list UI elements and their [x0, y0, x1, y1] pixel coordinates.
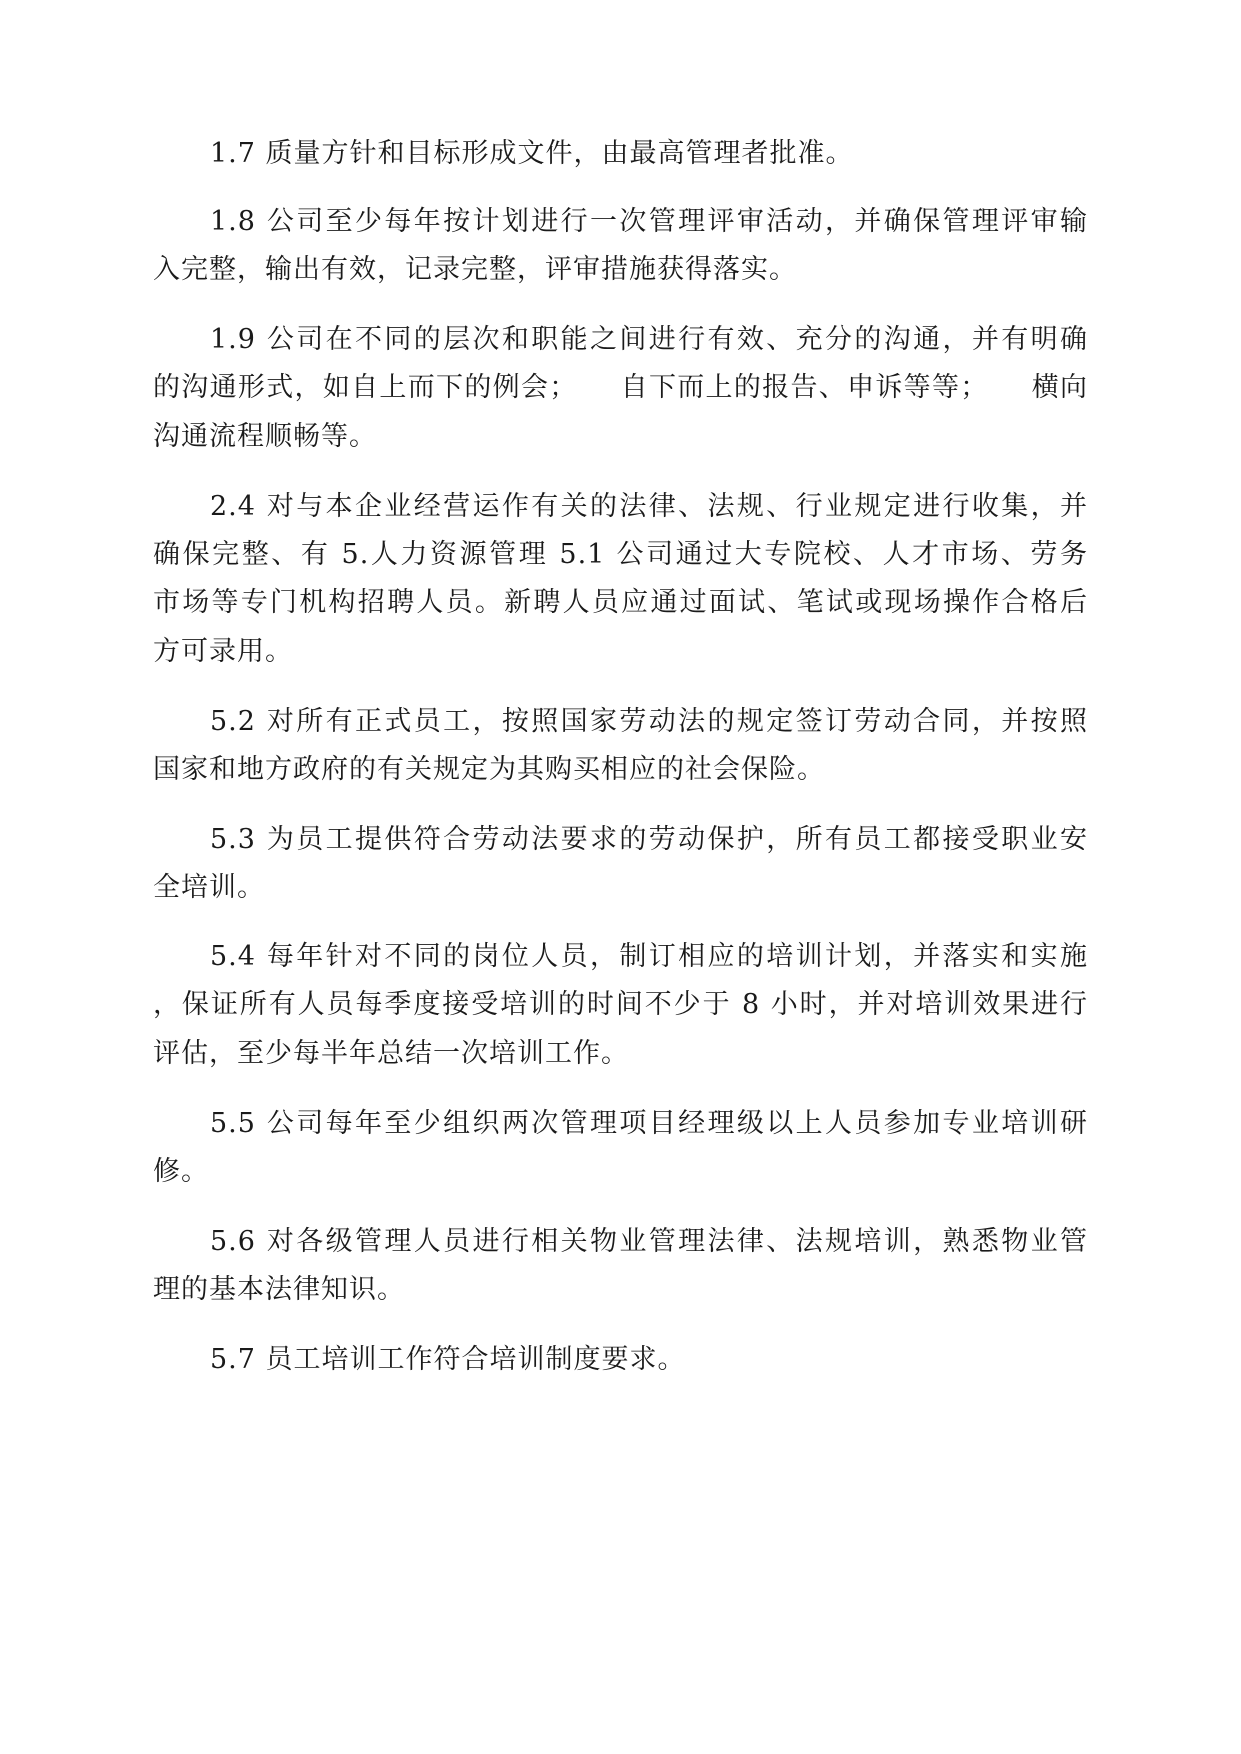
paragraph-line: 5.7 员工培训工作符合培训制度要求。 — [210, 1344, 686, 1375]
paragraph-line: 的沟通形式，如自上而下的例会； 自下而上的报告、申诉等等； 横向 — [153, 372, 1088, 403]
paragraph-line: 入完整，输出有效，记录完整，评审措施获得落实。 — [153, 254, 797, 285]
paragraph-line: 5.4 每年针对不同的岗位人员，制订相应的培训计划，并落实和实施 — [210, 941, 1088, 972]
paragraph-line: 修。 — [153, 1156, 209, 1187]
paragraph-line: 全培训。 — [153, 872, 265, 903]
paragraph-line: 2.4 对与本企业经营运作有关的法律、法规、行业规定进行收集，并 — [210, 491, 1088, 522]
paragraph-line: 1.9 公司在不同的层次和职能之间进行有效、充分的沟通，并有明确 — [210, 324, 1088, 355]
paragraph-line: 评估，至少每半年总结一次培训工作。 — [153, 1038, 629, 1069]
paragraph-line: 1.7 质量方针和目标形成文件，由最高管理者批准。 — [210, 138, 854, 169]
paragraph-line: 5.3 为员工提供符合劳动法要求的劳动保护，所有员工都接受职业安 — [210, 824, 1088, 855]
paragraph-line: 市场等专门机构招聘人员。新聘人员应通过面试、笔试或现场操作合格后 — [153, 587, 1088, 618]
paragraph-line: 5.5 公司每年至少组织两次管理项目经理级以上人员参加专业培训研 — [210, 1108, 1088, 1139]
paragraph-line: 理的基本法律知识。 — [153, 1274, 405, 1305]
paragraph-line: 5.6 对各级管理人员进行相关物业管理法律、法规培训，熟悉物业管 — [210, 1226, 1088, 1257]
paragraph-line: 国家和地方政府的有关规定为其购买相应的社会保险。 — [153, 754, 825, 785]
paragraph-line: 1.8 公司至少每年按计划进行一次管理评审活动，并确保管理评审输 — [210, 206, 1088, 237]
paragraph-line: 确保完整、有 5.人力资源管理 5.1 公司通过大专院校、人才市场、劳务 — [153, 539, 1088, 570]
paragraph-line: 沟通流程顺畅等。 — [153, 421, 377, 452]
paragraph-line: ，保证所有人员每季度接受培训的时间不少于 8 小时，并对培训效果进行 — [153, 989, 1088, 1020]
paragraph-line: 5.2 对所有正式员工，按照国家劳动法的规定签订劳动合同，并按照 — [210, 706, 1088, 737]
paragraph-line: 方可录用。 — [153, 636, 293, 667]
